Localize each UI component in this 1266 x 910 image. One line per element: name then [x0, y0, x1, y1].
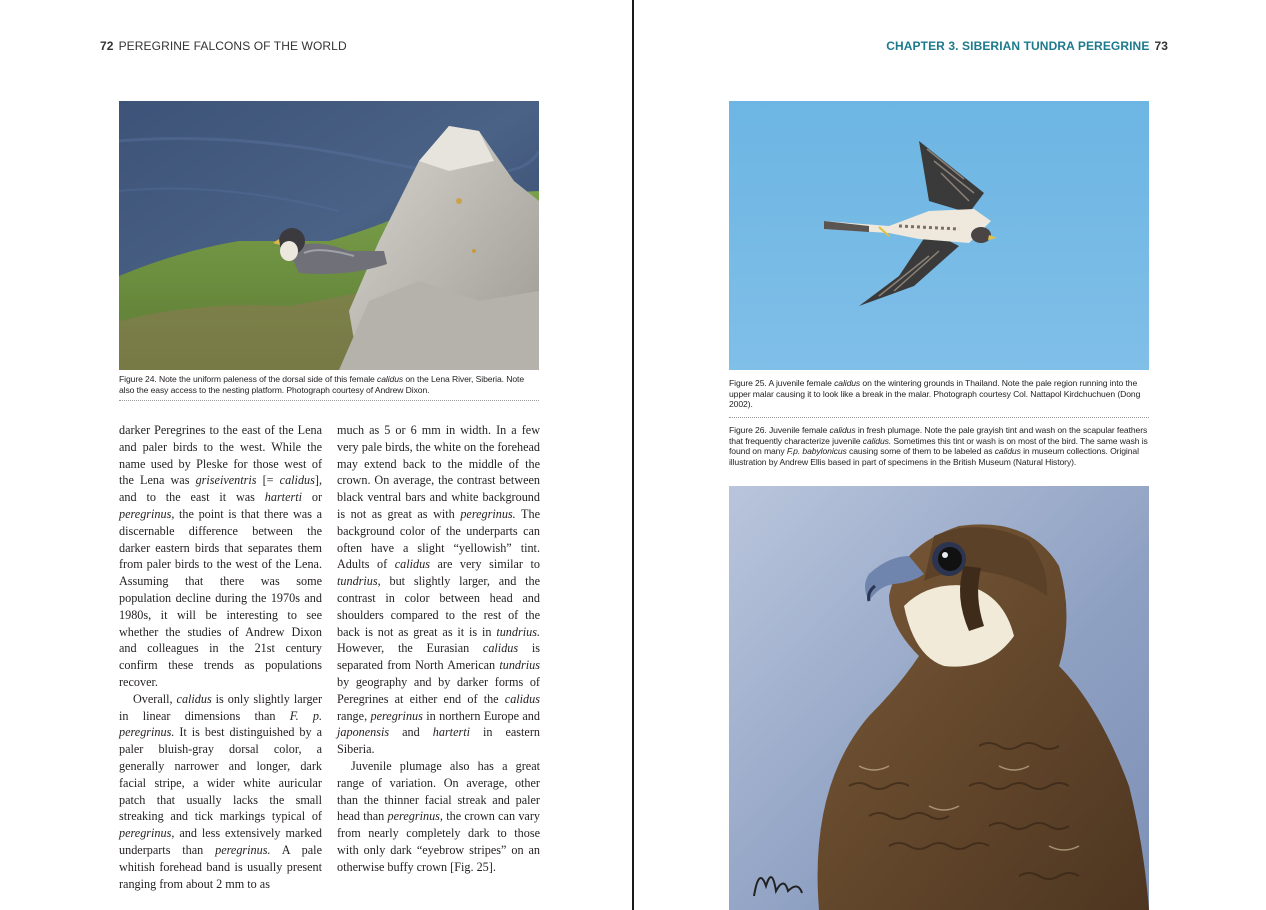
- italic-term: harterti: [264, 490, 302, 505]
- left-running-title: PEREGRINE FALCONS OF THE WORLD: [118, 39, 347, 53]
- text-run: However, the Eurasian: [337, 641, 483, 656]
- text-run: A pale whitish forehead band is usually present ranging from about 2 mm to as: [119, 842, 322, 891]
- text-run: on the Lena River, Siberia. Note also the easy access to the nesting platform. Photograph courtesy of Andrew Dixon.: [119, 374, 525, 395]
- figure-26-illustration: [729, 486, 1149, 910]
- left-text-column-2: [337, 422, 540, 876]
- falcon-on-ledge-image: [119, 101, 539, 370]
- italic-term: peregrinus.: [215, 842, 271, 857]
- right-running-head: [886, 39, 1168, 53]
- text-run: Figure 26. Juvenile female: [729, 425, 830, 435]
- text-run: ], and to the east it was: [119, 473, 322, 505]
- text-run: and less extensively marked underparts than: [119, 826, 322, 857]
- italic-term: tundrius,: [337, 574, 381, 589]
- text-run: is separated from North American: [337, 641, 540, 673]
- italic-term: peregrinus,: [119, 506, 175, 521]
- italic-term: tundrius: [499, 658, 540, 673]
- italic-term: calidus: [377, 374, 404, 384]
- left-running-head: [100, 39, 347, 53]
- text-run: the point is that there was a discernable difference between the darker eastern birds that separates them from paler birds to the west of the Lena. Assuming that there was some population decline during the 1970s and 1980s, it will be interesting to see whether the studies of Andrew Dixon and colleagues in the 21st century confirm these trends as populations recover.: [119, 506, 322, 689]
- text-run: in northern Europe and: [422, 708, 540, 723]
- italic-term: F. p. peregrinus.: [119, 708, 323, 740]
- italic-term: griseiventris: [195, 473, 257, 488]
- text-run: and: [389, 725, 433, 740]
- italic-term: peregrinus,: [119, 826, 175, 841]
- italic-term: calidus: [994, 446, 1021, 457]
- text-run: range,: [337, 708, 371, 723]
- falcon-in-flight-image: [729, 101, 1149, 370]
- text-run: in eastern Siberia.: [337, 725, 540, 757]
- text-run: or: [302, 490, 323, 505]
- text-run: much as 5 or 6 mm in width. In a few very pale birds, the white on the forehead may extend back to the middle of the crown. On average, the contrast between black ventral bars and white background is not as great as with: [337, 423, 540, 521]
- figure-26-caption: [729, 425, 1149, 467]
- text-run: in fresh plumage. Note the pale grayish tint and wash on the scapular feathers that frequently characterize juvenile: [729, 425, 1148, 446]
- italic-term: calidus: [829, 425, 856, 435]
- figure-24-photo: [119, 101, 539, 370]
- italic-term: harterti: [432, 725, 470, 740]
- text-run: on the wintering grounds in Thailand. Note the pale region running into the upper malar causing it to look like a break in the malar. Photograph courtesy Col. Nattapol Kirdchuchuen (Dong 2002).: [729, 378, 1141, 410]
- body-paragraph: [119, 422, 322, 691]
- left-page: [0, 0, 632, 910]
- italic-term: peregrinus: [370, 708, 423, 723]
- right-page: [634, 0, 1266, 910]
- text-run: in museum collections. Original illustration by Andrew Ellis based in part of specimens in the British Museum (Natural History).: [729, 446, 1139, 467]
- italic-term: calidus: [394, 557, 430, 572]
- italic-term: calidus.: [862, 435, 892, 446]
- body-paragraph: [337, 422, 540, 758]
- text-run: Figure 25. A juvenile female: [729, 378, 835, 388]
- text-run: darker Peregrines to the east of the Lena and paler birds to the west. While the name used by Pleske for those west of the Lena was: [119, 423, 322, 488]
- text-run: the crown can vary from nearly completely dark to those with only dark “eyebrow stripes” on an otherwise buffy crown [Fig. 25].: [337, 809, 540, 874]
- italic-term: japonensis: [337, 725, 390, 740]
- text-run: are very similar to: [429, 557, 540, 572]
- text-run: It is best distinguished by a paler bluish-gray dorsal color, a generally narrower and longer, dark facial stripe, a wider white auricular patch that usually lacks the small streaking and tick markings typical of: [119, 725, 322, 824]
- falcon-portrait-illustration: [729, 486, 1149, 910]
- figure-24-caption: [119, 374, 539, 395]
- body-paragraph: [337, 758, 540, 876]
- left-page-number: 72: [100, 39, 114, 53]
- italic-term: tundrius.: [496, 624, 540, 639]
- text-run: is only slightly larger in linear dimensions than: [119, 691, 323, 723]
- text-run: Sometimes this tint or wash is on most of the bird. The same wash is found on many: [729, 435, 1148, 457]
- italic-term: calidus: [504, 691, 540, 706]
- italic-term: peregrinus,: [387, 809, 443, 824]
- text-run: Juvenile plumage also has a great range of variation. On average, other than the thinner facial streak and paler head than: [337, 758, 540, 824]
- figure-25-caption: [729, 378, 1149, 410]
- left-text-column-1: [119, 422, 322, 892]
- italic-term: calidus: [176, 691, 212, 706]
- text-run: [=: [256, 473, 280, 488]
- text-run: Figure 24. Note the uniform paleness of the dorsal side of this female: [119, 374, 378, 384]
- right-running-title: CHAPTER 3. SIBERIAN TUNDRA PEREGRINE: [886, 39, 1150, 53]
- figure-25-photo: [729, 101, 1149, 370]
- text-run: causing some of them to be labeled as: [846, 446, 995, 457]
- caption-divider: [119, 400, 539, 401]
- text-run: but slightly larger, and the contrast in color between head and shoulders compared to the rest of the back is not as great as it is in: [337, 574, 540, 639]
- text-run: The background color of the underparts can often have a slight “yellowish” tint. Adults of: [337, 506, 540, 572]
- italic-term: calidus: [482, 641, 519, 656]
- text-run: by geography and by darker forms of Peregrines at either end of the: [337, 674, 540, 706]
- right-page-number: 73: [1154, 39, 1168, 53]
- text-run: Overall,: [133, 691, 177, 706]
- italic-term: F.p. babylonicus: [786, 446, 847, 457]
- italic-term: peregrinus.: [460, 506, 516, 521]
- caption-divider: [729, 417, 1149, 418]
- body-paragraph: [119, 691, 322, 893]
- italic-term: calidus: [834, 378, 861, 388]
- italic-term: calidus: [279, 473, 315, 488]
